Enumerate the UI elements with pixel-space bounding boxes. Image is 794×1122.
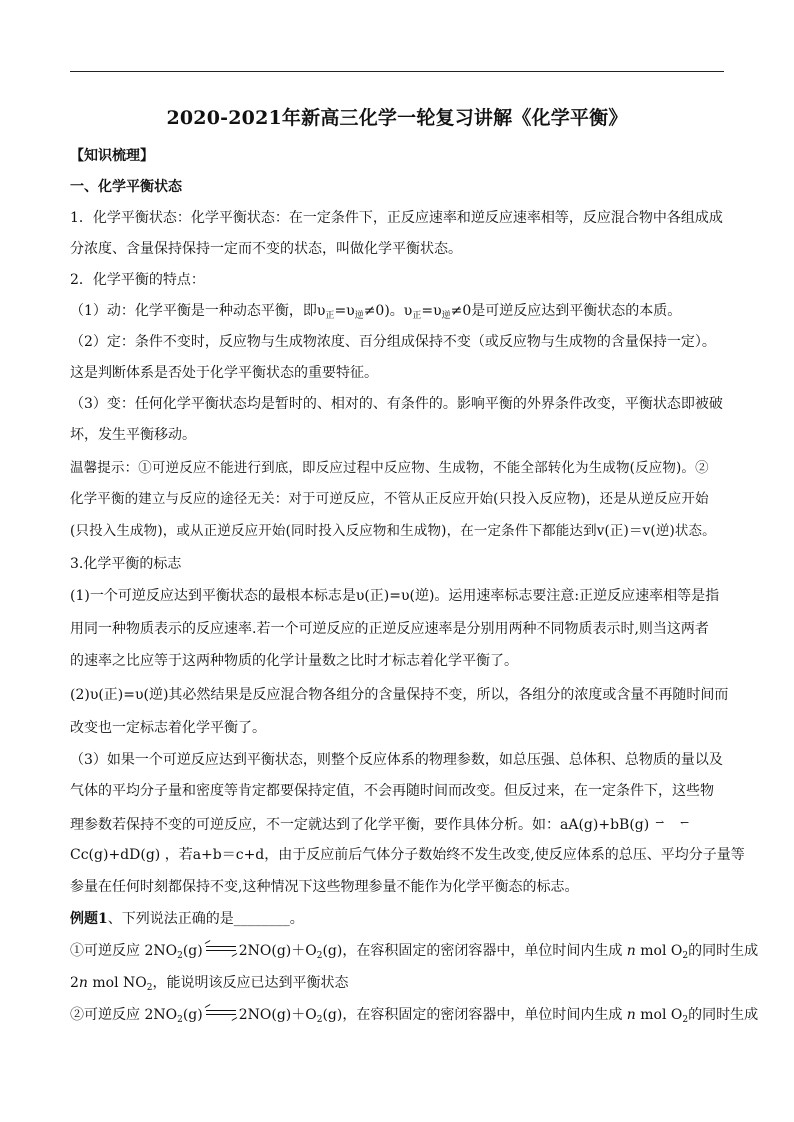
paragraph-features-heading: 2．化学平衡的特点： — [70, 272, 205, 288]
example-label: 例题1 — [70, 911, 108, 927]
paragraph-change-line2: 坏，发生平衡移动。 — [70, 427, 196, 443]
section-label: 【知识梳理】 — [70, 148, 154, 164]
equilibrium-arrow-icon — [204, 944, 238, 954]
reversible-arrow-icon: ⇀ ↽ — [655, 816, 696, 829]
paragraph-marker2-line2: 改变也一定标志着化学平衡了。 — [70, 720, 266, 736]
equilibrium-arrow-icon — [204, 1008, 238, 1018]
paragraph-dynamic: （1）动：化学平衡是一种动态平衡，即$\upsilon_正=\upsilon_逆\ne 0$)。$\upsilon_正=\upsilon_逆\ne 0$是可逆反应达到平衡状态的本质。 — [70, 303, 682, 321]
paragraph-definition-line2: 分浓度、含量保持保持一定而不变的状态，叫做化学平衡状态。 — [70, 241, 462, 257]
paragraph-marker3-line3: 理参数若保持不变的可逆反应，不一定就达到了化学平衡，要作具体分析。如：aA(g)+bB(g) ⇀ ↽ — [70, 816, 696, 833]
paragraph-marker1-line1: (1)一个可逆反应达到平衡状态的最根本标志是υ(正)=υ(逆)。运用速率标志要注意:正逆反应速率相等是指 — [70, 588, 720, 604]
paragraph-marker1-line2: 用同一种物质表示的反应速率.若一个可逆反应的正逆反应速率是分别用两种不同物质表示时,则当这两者 — [70, 621, 709, 637]
heading-equilibrium-state: 一、化学平衡状态 — [70, 179, 182, 195]
tip-line3: (只投入生成物)，或从正逆反应开始(同时投入反应物和生成物)，在一定条件下都能达到v(正)＝v(逆)状态。 — [70, 523, 716, 539]
paragraph-fixed-line2: 这是判断体系是否处于化学平衡状态的重要特征。 — [70, 365, 378, 381]
tip-line2: 化学平衡的建立与反应的途径无关：对于可逆反应，不管从正反应开始(只投入反应物)，还是从逆反应开始 — [70, 491, 709, 507]
option-1-line1: ①可逆反应 $2NO_2(g)$ $2NO(g)+O_2(g)$，在容积固定的密闭容器中，单位时间内生成 n mol $O_2$的同时生成 — [70, 942, 730, 960]
paragraph-marker2-line1: (2)υ(正)=υ(逆)其必然结果是反应混合物各组分的含量保持不变，所以，各组分的浓度或含量不再随时间而 — [70, 687, 729, 703]
paragraph-markers-heading: 3.化学平衡的标志 — [70, 556, 182, 572]
paragraph-change-line1: （3）变：任何化学平衡状态均是暂时的、相对的、有条件的。影响平衡的外界条件改变，平衡状态即被破 — [70, 396, 723, 412]
tip-line1: 温馨提示：①可逆反应不能进行到底，即反应过程中反应物、生成物，不能全部转化为生成物(反应物)。② — [70, 460, 709, 476]
document-title: 2020-2021年新高三化学一轮复习讲解《化学平衡》 — [166, 107, 628, 129]
option-1-line2: 2n mol $NO_2$，能说明该反应已达到平衡状态 — [70, 975, 349, 993]
paragraph-marker3-line2: 气体的平均分子量和密度等肯定都要保持定值，不会再随时间而改变。但反过来，在一定条件下，这些物 — [70, 783, 714, 799]
example-question: 例题1、下列说法正确的是________。 — [70, 911, 304, 927]
paragraph-fixed-line1: （2）定：条件不变时，反应物与生成物浓度、百分组成保持不变（或反应物与生成物的含量保持一定）。 — [70, 334, 716, 350]
paragraph-definition-line1: 1．化学平衡状态：化学平衡状态：在一定条件下，正反应速率和逆反应速率相等，反应混合物中各组成成 — [70, 210, 723, 226]
paragraph-marker3-line1: （3）如果一个可逆反应达到平衡状态，则整个反应体系的物理参数，如总压强、总体积、总物质的量以及 — [70, 752, 723, 768]
paragraph-marker1-line3: 的速率之比应等于这两种物质的化学计量数之比时才标志着化学平衡了。 — [70, 653, 518, 669]
paragraph-marker3-line5: 参量在任何时刻都保持不变,这种情况下这些物理参量不能作为化学平衡态的标志。 — [70, 879, 579, 895]
option-2-line1: ②可逆反应 $2NO_2(g)$ $2NO(g)+O_2(g)$，在容积固定的密闭容器中，单位时间内生成 n mol $O_2$的同时生成 — [70, 1006, 730, 1024]
paragraph-marker3-line4: Cc(g)+dD(g) ，若a+b＝c+d，由于反应前后气体分子数始终不发生改变,使反应体系的总压、平均分子量等 — [70, 847, 745, 863]
header-rule — [70, 71, 724, 72]
